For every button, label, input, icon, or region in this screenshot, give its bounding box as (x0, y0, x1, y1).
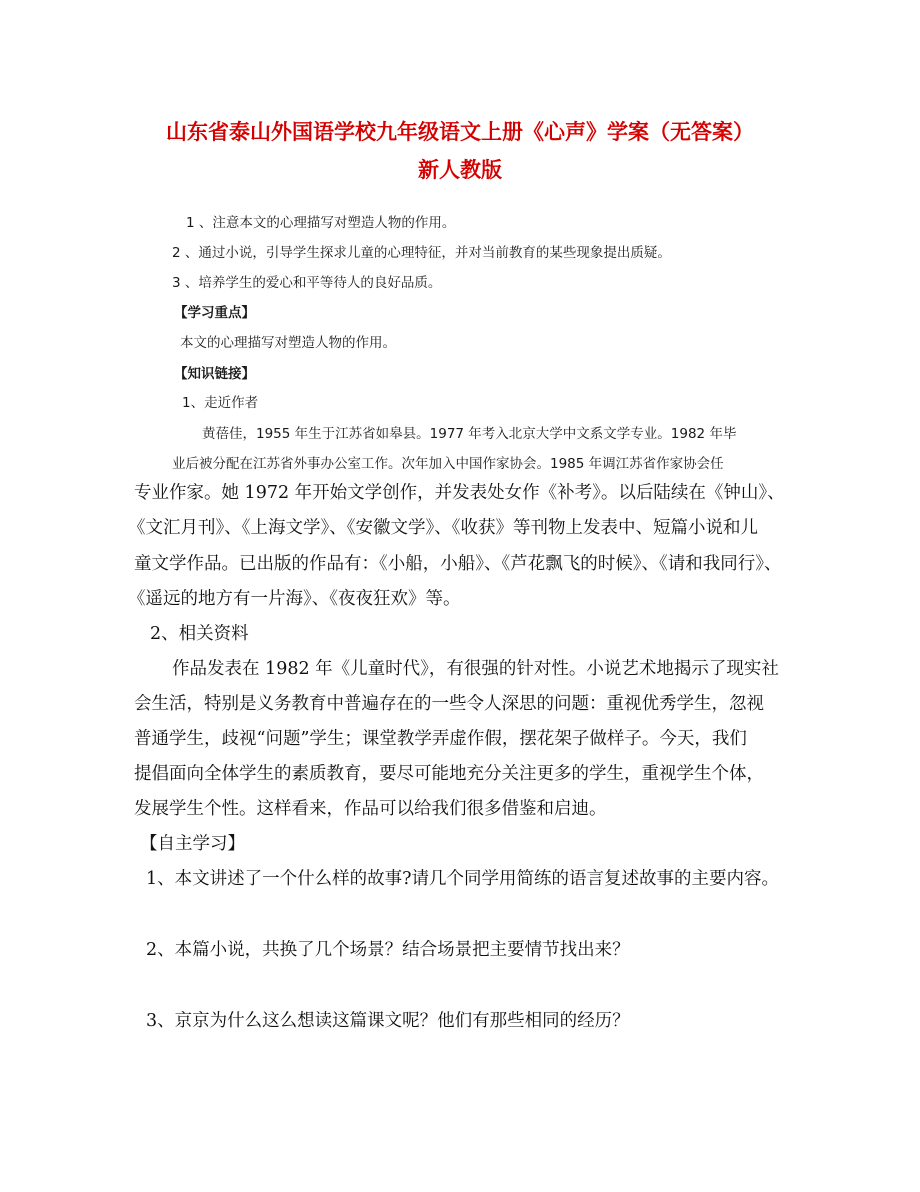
author-intro-line-5: 童文学作品。已出版的作品有：《小船，小船》、《芦花飘飞的时候》、《请和我同行》、 (134, 554, 782, 574)
question-2: 2、本篇小说，共换了几个场景？结合场景把主要情节找出来？ (146, 940, 630, 960)
material-line-5: 发展学生个性。这样看来，作品可以给我们很多借鉴和启迪。 (134, 799, 607, 819)
self-study-heading: 【自主学习】 (140, 834, 245, 854)
question-3: 3、京京为什么这么想读这篇课文呢？他们有那些相同的经历？ (146, 1011, 630, 1031)
material-line-3: 普通学生，歧视“问题”学生；课堂教学弄虚作假，摆花架子做样子。今天，我们 (134, 729, 747, 749)
document-title-line-1: 山东省泰山外国语学校九年级语文上册《心声》学案（无答案） (166, 120, 754, 144)
objective-2: 2 、通过小说，引导学生探求儿童的心理特征，并对当前教育的某些现象提出质疑。 (172, 245, 671, 261)
author-section-heading: 1、走近作者 (182, 395, 259, 411)
document-title-line-2: 新人教版 (418, 158, 502, 182)
key-points-text: 本文的心理描写对塑造人物的作用。 (180, 335, 396, 351)
author-intro-line-4: 《文汇月刊》、《上海文学》、《安徽文学》、《收获》等刊物上发表中、短篇小说和儿 (128, 518, 758, 538)
author-intro-line-3: 专业作家。她 1972 年开始文学创作，并发表处女作《补考》。以后陆续在《钟山》、 (134, 483, 785, 503)
objective-3: 3 、培养学生的爱心和平等待人的良好品质。 (172, 275, 442, 291)
author-intro-line-2: 业后被分配在江苏省外事办公室工作。次年加入中国作家协会。1985 年调江苏省作家协会任 (172, 456, 724, 472)
author-intro-line-6: 《遥远的地方有一片海》、《夜夜狂欢》等。 (128, 589, 461, 609)
material-line-1: 作品发表在 1982 年《儿童时代》，有很强的针对性。小说艺术地揭示了现实社 (172, 659, 779, 679)
material-line-2: 会生活，特别是义务教育中普遍存在的一些令人深思的问题：重视优秀学生，忽视 (134, 694, 764, 714)
author-intro-line-1: 黄蓓佳，1955 年生于江苏省如皋县。1977 年考入北京大学中文系文学专业。1982 年毕 (202, 426, 737, 442)
question-1: 1、本文讲述了一个什么样的故事?请几个同学用简练的语言复述故事的主要内容。 (146, 869, 780, 889)
material-line-4: 提倡面向全体学生的素质教育，要尽可能地充分关注更多的学生，重视学生个体， (134, 764, 764, 784)
key-points-heading: 【学习重点】 (174, 305, 255, 321)
objective-1: 1 、注意本文的心理描写对塑造人物的作用。 (186, 215, 456, 231)
related-material-heading: 2、相关资料 (150, 624, 249, 644)
knowledge-heading: 【知识链接】 (174, 366, 255, 382)
